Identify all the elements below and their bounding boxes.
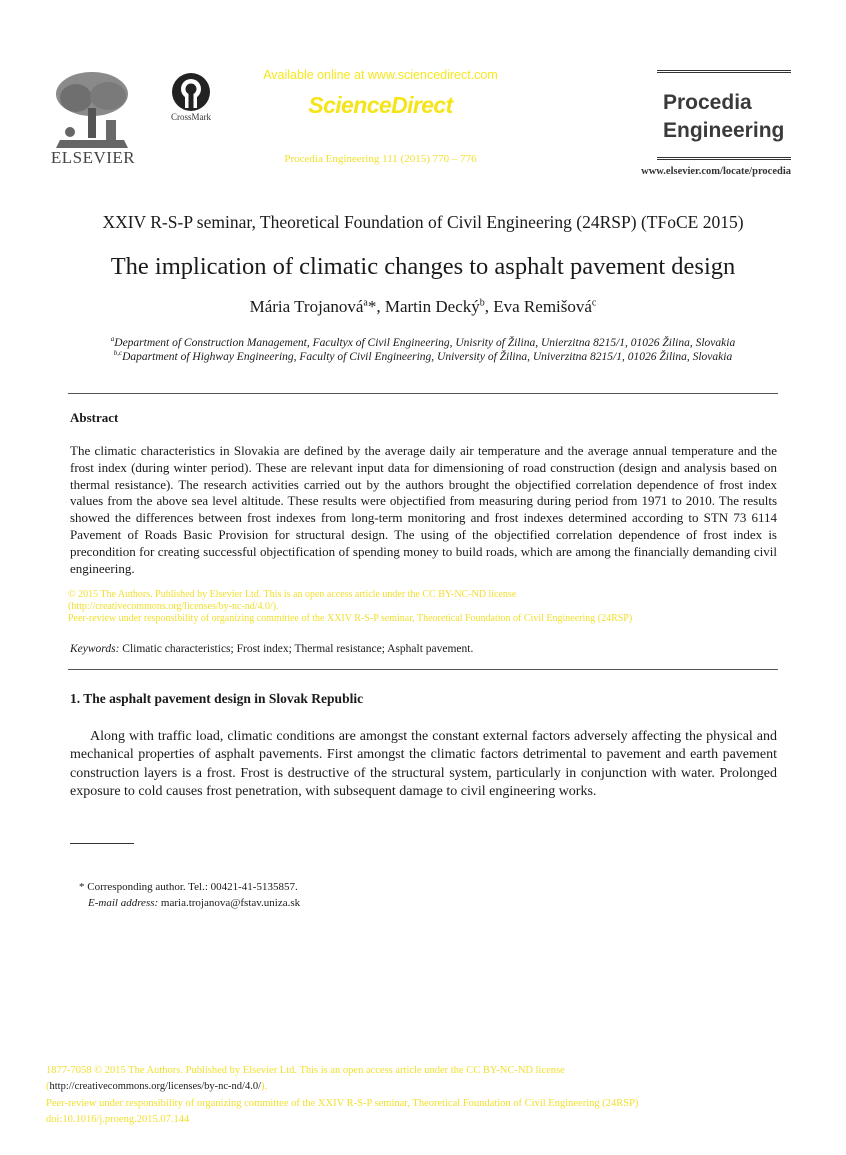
journal-title-line1: Procedia — [663, 91, 752, 114]
peer-review-line: Peer-review under responsibility of organizing committee of the XXIV R-S-P seminar, Theoretical Foundation of Civil Engineering (24RSP) — [46, 1098, 639, 1109]
abstract-heading: Abstract — [70, 410, 119, 425]
author-name: Mária Trojanová — [249, 297, 364, 316]
paper-title: The implication of climatic changes to asphalt pavement design — [110, 253, 736, 280]
license-url-line — [46, 1081, 806, 1092]
journal-title-rule-bottom — [657, 157, 791, 160]
paren-open: ( — [46, 1081, 50, 1092]
affiliation — [40, 349, 806, 363]
author-separator: , — [484, 297, 494, 316]
corresponding-author-note: * Corresponding author. Tel.: 00421-41-5135857. — [79, 881, 298, 893]
author-affiliation-mark: a — [363, 297, 368, 309]
author-name: Eva Remišová — [493, 297, 592, 316]
abstract-license-url[interactable]: (http://creativecommons.org/licenses/by-nc-nd/4.0/). — [68, 601, 279, 612]
crossmark-label: CrossMark — [171, 112, 211, 122]
journal-title-rule-top — [657, 70, 791, 73]
elsevier-tree-logo — [50, 68, 134, 150]
affiliation-mark: b,c — [113, 349, 123, 357]
sciencedirect-logo: ScienceDirect — [308, 92, 453, 118]
abstract-text: The climatic characteristics in Slovakia are defined by the average daily air temperature and the average annual temperature and the frost index (during winter period). These are relevant input data for dimensioning of road construction (design and analysis based on thermal resistance). The research activities carried out by the authors brought the objectified correlation dependence of frost index values from the above sea level altitude. These results were objectified from measuring during period from 1971 to 2010. The results showed the differences between frost indexes from long-term monitoring and frost indexes determined according to STN 73 6114 Pavement of Roads Basic Provision for structural design. The using of the objectified correlation dependence of frost index is precondition for creating successful objectification of spending money to build roads, which are among the financially demanding civil engineering. — [70, 443, 777, 576]
paren-close: ). — [261, 1081, 268, 1092]
affiliation-text: Department of Construction Management, Facultyx of Civil Engineering, Unisrity of Žilina, Unierzitna 8215/1, 01026 Žilina, Slovakia — [114, 336, 736, 349]
journal-title-line2: Engineering — [663, 119, 785, 142]
doi-line[interactable]: doi:10.1016/j.proeng.2015.07.144 — [46, 1114, 190, 1125]
email-label: E-mail address: — [88, 897, 159, 909]
author-name: Martin Decký — [384, 297, 480, 316]
journal-reference: Procedia Engineering 111 (2015) 770 – 776 — [284, 153, 477, 165]
divider — [68, 669, 778, 670]
section-heading: 1. The asphalt pavement design in Slovak Republic — [70, 691, 364, 706]
abstract-peer-review: Peer-review under responsibility of organizing committee of the XXIV R-S-P seminar, Theoretical Foundation of Civil Engineering (24RSP) — [68, 613, 633, 624]
keywords-text: Climatic characteristics; Frost index; Thermal resistance; Asphalt pavement. — [119, 643, 474, 655]
license-url-link[interactable]: http://creativecommons.org/licenses/by-nc-nd/4.0/ — [49, 1081, 262, 1092]
affiliation — [40, 335, 806, 349]
journal-url-link[interactable]: www.elsevier.com/locate/procedia — [641, 166, 791, 177]
crossmark-icon[interactable] — [171, 72, 211, 112]
journal-title — [663, 89, 793, 145]
divider — [68, 393, 778, 394]
author-separator: *, — [367, 297, 385, 316]
available-online-link[interactable]: Available online at www.sciencedirect.com — [263, 68, 498, 82]
abstract-license: © 2015 The Authors. Published by Elsevier Ltd. This is an open access article under the CC BY-NC-ND license — [68, 589, 517, 600]
conference-name: XXIV R-S-P seminar, Theoretical Foundation of Civil Engineering (24RSP) (TFoCE 2015) — [102, 212, 744, 232]
author-affiliation-mark: c — [591, 297, 597, 309]
elsevier-wordmark: ELSEVIER — [50, 148, 136, 167]
email-address[interactable]: maria.trojanova@fstav.uniza.sk — [158, 897, 301, 909]
affiliation-text: Dapartment of Highway Engineering, Faculty of Civil Engineering, University of Žilina, Univerzitna 8215/1, 01026 Žilina, Slovakia — [122, 350, 733, 363]
keywords-label: Keywords: — [70, 643, 120, 655]
author-list — [40, 297, 806, 317]
affiliation-mark: a — [110, 335, 115, 343]
author-affiliation-mark: b — [479, 297, 485, 309]
section-body-text: Along with traffic load, climatic conditions are amongst the constant external factors adversely affecting the physical and mechanical properties of asphalt pavements. First amongst the climatic factors detrimental to pavement and earth pavement construction layers is a frost. Frost is destructive of the structural system, particularly in conjunction with water. Prolonged exposure to cold causes frost penetration, with subsequent damage to civil engineering works. — [70, 729, 777, 800]
issn-license-line: 1877-7058 © 2015 The Authors. Published by Elsevier Ltd. This is an open access article under the CC BY-NC-ND license — [46, 1065, 565, 1076]
footnote-rule — [70, 843, 134, 844]
keywords — [70, 643, 473, 655]
email-note — [88, 897, 300, 909]
